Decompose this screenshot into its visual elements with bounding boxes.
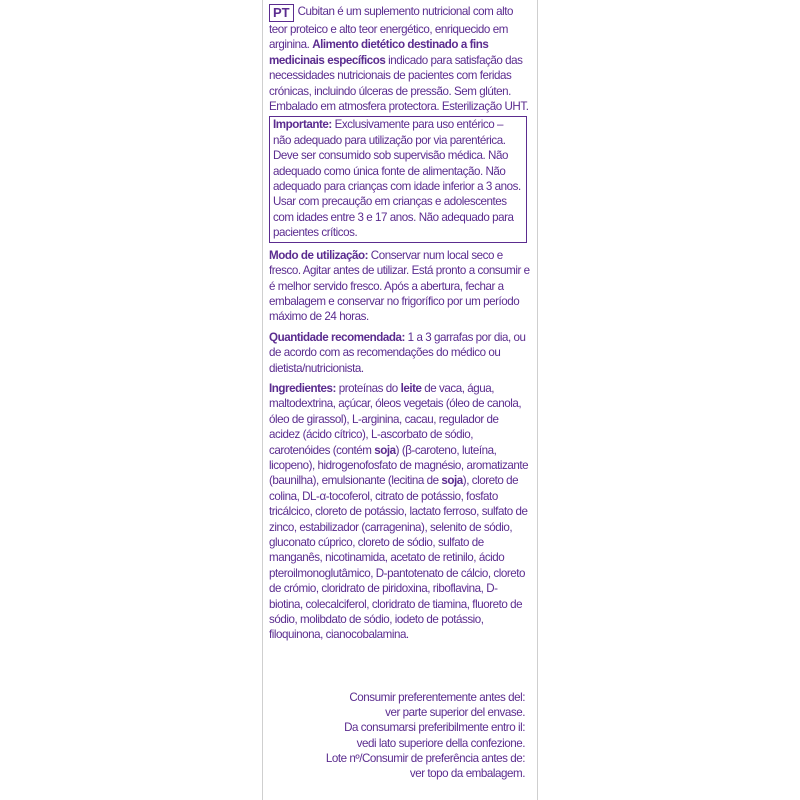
intro-bold: Alimento dietético destinado a fins medicinais específicos (269, 38, 489, 67)
usage-label: Modo de utilização: (269, 248, 369, 262)
ingredients-allergen-2: soja (374, 443, 396, 457)
language-badge: PT (269, 4, 294, 22)
intro-text-b: indicado para satisfação das necessidades nutricionais de pacientes com feridas crónicas, incluindo úlceras de pressão. Sem glúten. Embalado em atmosfera protectora. Esterilização UHT. (269, 53, 529, 114)
quantity-paragraph (269, 330, 531, 376)
important-label: Importante: (273, 118, 332, 132)
best-before-line-pt: Lote nº/Consumir de preferência antes de: (325, 751, 525, 765)
intro-paragraph (269, 4, 531, 114)
quantity-label: Quantidade recomendada: (269, 330, 405, 344)
usage-paragraph (269, 248, 531, 325)
ingredients-allergen-1: leite (400, 381, 422, 395)
ingredients-text-1: proteínas do (335, 381, 401, 395)
ingredients-paragraph (269, 381, 531, 643)
label-text (269, 4, 531, 643)
best-before-line-pt-2: ver topo da embalagem. (409, 767, 525, 781)
intro-text-a: Cubitan é um suplemento nutricional com alto teor proteico e alto teor energético, enriquecido em arginina. (269, 5, 514, 52)
ingredients-text-4: ), cloreto de colina, DL-α-tocoferol, citrato de potássio, fosfato tricálcico, cloreto de potássio, lactato ferroso, sulfato de zinco, estabilizador (carragenina), selenito de sódio, gluconato cúprico, cloreto de sódio, sulfato de manganês, nicotinamida, acetato de retinilo, ácido pteroilmonoglutâmico, D-pantotenato de cálcio, cloreto de crómio, cloridrato de piridoxina, riboflavina, D-biotina, colecalciferol, cloridrato de tiamina, fluoreto de sódio, molibdato de sódio, iodeto de potássio, filoquinona, cianocobalamina. (269, 474, 528, 642)
best-before-line-it: Da consumarsi preferibilmente entro il: (344, 721, 525, 735)
ingredients-text-2: de vaca, água, maltodextrina, açúcar, óleos vegetais (óleo de canola, óleo de girassol), L-arginina, cacau, regulador de acidez (ácido cítrico), L-ascorbato de sódio, carotenóides (contém (269, 381, 522, 457)
best-before-line-es: Consumir preferentemente antes del: (349, 691, 525, 704)
important-box (269, 116, 527, 242)
best-before-line-it-2: vedi lato superiore della confezione. (356, 736, 525, 750)
best-before-block (300, 690, 525, 781)
usage-text: Conservar num local seco e fresco. Agitar antes de utilizar. Está pronto a consumir e é melhor servido fresco. Após a abertura, fechar a embalagem e conservar no frigorífico por um período máximo de 24 horas. (269, 248, 530, 324)
important-text: Exclusivamente para uso entérico – não adequado para utilização por via parentérica. Deve ser consumido sob supervisão médica. Não adequado como única fonte de alimentação. Não adequado para crianças com idade inferior a 3 anos. Usar com precaução em crianças e adolescentes com idades entre 3 e 17 anos. Não adequado para pacientes críticos. (273, 118, 521, 240)
best-before-line-es-2: ver parte superior del envase. (385, 706, 525, 720)
ingredients-label: Ingredientes: (269, 381, 336, 395)
ingredients-text-3: ) (β-caroteno, luteína, licopeno), hidrogenofosfato de magnésio, aromatizante (baunilha), emulsionante (lecitina de (269, 443, 529, 488)
quantity-text: 1 a 3 garrafas por dia, ou de acordo com as recomendações do médico ou dietista/nutricionista. (269, 330, 526, 375)
ingredients-allergen-3: soja (441, 474, 463, 488)
